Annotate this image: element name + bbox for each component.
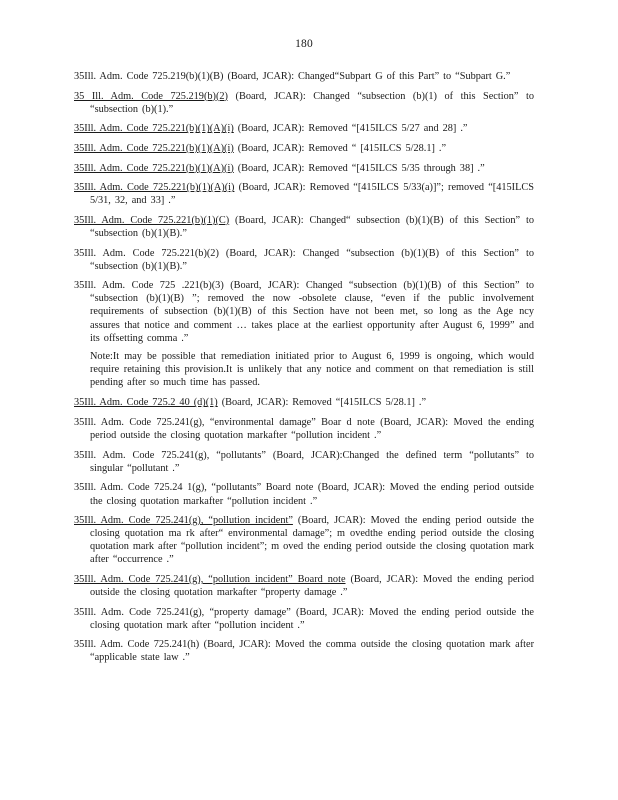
entry-text: 35Ill. Adm. Code 725.241(g), “property damage” (Board, JCAR): Moved the ending period outside the closing quotation mark after “pollution incident .” xyxy=(74,606,534,631)
list-item xyxy=(74,142,534,155)
editorial-note: Note:It may be possible that remediation initiated prior to August 6, 1999 is ongoing, which would require retaining this provision.It is unlikely that any notice and comment on that remediation is still pending after so much time has passed. xyxy=(90,351,534,389)
entry-ref: 35Ill. Adm. Code 725.241(g), “pollution incident” Board note xyxy=(74,574,346,585)
entry-text: (Board, JCAR): Moved the ending period outside the closing quotation ma rk after“ environmental damage”; m ovedthe ending period outside the closing quotation mark after “pollution incident”; m oved the ending period outside the closing quotation mark after “occurrence .” xyxy=(90,515,534,566)
list-item xyxy=(74,162,534,175)
entry-text: 35Ill. Adm. Code 725.241(g), “environmental damage” Boar d note (Board, JCAR): Moved the ending period outside the closing quotation markafter “pollution incident .” xyxy=(74,417,534,442)
entry-ref: 35Ill. Adm. Code 725.2 40 (d)(1) xyxy=(74,397,218,409)
entry-text: (Board, JCAR): Changed “subsection (b)(1) of this Section” to “subsection (b)(1).” xyxy=(90,90,535,115)
entry-ref: 35Ill. Adm. Code 725.221(b)(1)(C) xyxy=(74,214,230,226)
entry-text: 35Ill. Adm. Code 725.241(g), “pollutants” (Board, JCAR):Changed the defined term “pollutants” to singular “pollutant .” xyxy=(74,449,534,474)
entry-ref: 35Ill. Adm. Code 725.221(b)(1)(A)(i) xyxy=(74,162,234,174)
entry-text: (Board, JCAR): Removed “[415ILCS 5/33(a)]”; removed “[415ILCS 5/31, 32, and 33] .” xyxy=(90,182,534,207)
list-item xyxy=(74,70,534,83)
list-item xyxy=(74,416,534,442)
list-item xyxy=(74,122,534,135)
list-item xyxy=(74,449,534,475)
list-item xyxy=(74,573,534,599)
list-item xyxy=(74,214,534,240)
entry-text: (Board, JCAR): Removed “ [415ILCS 5/28.1] .” xyxy=(233,142,447,154)
entry-text: 35Ill. Adm. Code 725.219(b)(1)(B) (Board, JCAR): Changed“Subpart G of this Part” to “Subpart G.” xyxy=(74,71,511,83)
list-item xyxy=(74,90,534,116)
list-item xyxy=(74,247,534,273)
list-item xyxy=(74,514,534,566)
entry-list-1 xyxy=(74,70,534,345)
list-item xyxy=(74,279,534,344)
entry-ref: 35Ill. Adm. Code 725.221(b)(1)(A)(i) xyxy=(74,182,235,194)
entry-ref: 35Ill. Adm. Code 725.241(g), “pollution incident” xyxy=(74,515,293,527)
entry-text: (Board, JCAR): Moved the ending period outside the closing quotation markafter “property damage .” xyxy=(90,574,534,599)
entry-text: 35Ill. Adm. Code 725 .221(b)(3) (Board, JCAR): Changed “subsection (b)(1)(B) of this Section” to “subsection (b)(1)(B) ”; removed the now -obsolete clause, “even if the public involvement requirements of subsection (b)(1)(B) of this Section have not been met, so long as the Age ncy assures that notice and comment … takes place at the earliest opportunity after August 6, 1999” and its offsetting comma .” xyxy=(74,280,534,344)
list-item xyxy=(74,396,534,409)
entry-text: 35Ill. Adm. Code 725.24 1(g), “pollutants” Board note (Board, JCAR): Moved the ending period outside the closing quotation markafter “pollution incident .” xyxy=(74,482,534,507)
entry-ref: 35Ill. Adm. Code 725.221(b)(1)(A)(i) xyxy=(74,142,234,154)
entry-text: (Board, JCAR): Removed “[415ILCS 5/28.1] .” xyxy=(217,397,427,409)
list-item xyxy=(74,481,534,507)
list-item xyxy=(74,638,534,664)
page-number: 180 xyxy=(295,38,313,50)
entry-text: (Board, JCAR): Removed “[415ILCS 5/35 through 38] .” xyxy=(233,162,485,174)
entry-ref: 35Ill. Adm. Code 725.221(b)(1)(A)(i) xyxy=(74,123,234,135)
entry-text: (Board, JCAR): Removed “[415ILCS 5/27 and 28] .” xyxy=(233,123,468,135)
entry-text: 35Ill. Adm. Code 725.221(b)(2) (Board, JCAR): Changed “subsection (b)(1)(B) of this Section” to “subsection (b)(1)(B).” xyxy=(74,247,534,272)
entry-text: (Board, JCAR): Changed“ subsection (b)(1)(B) of this Section” to “subsection (b)(1)(B).” xyxy=(90,214,534,239)
entry-text: 35Ill. Adm. Code 725.241(h) (Board, JCAR): Moved the comma outside the closing quotation mark after “applicable state law .” xyxy=(74,639,534,664)
list-item xyxy=(74,606,534,632)
entry-list-2 xyxy=(74,396,534,664)
entry-ref: 35 Ill. Adm. Code 725.219(b)(2) xyxy=(74,90,228,102)
list-item xyxy=(74,181,534,207)
